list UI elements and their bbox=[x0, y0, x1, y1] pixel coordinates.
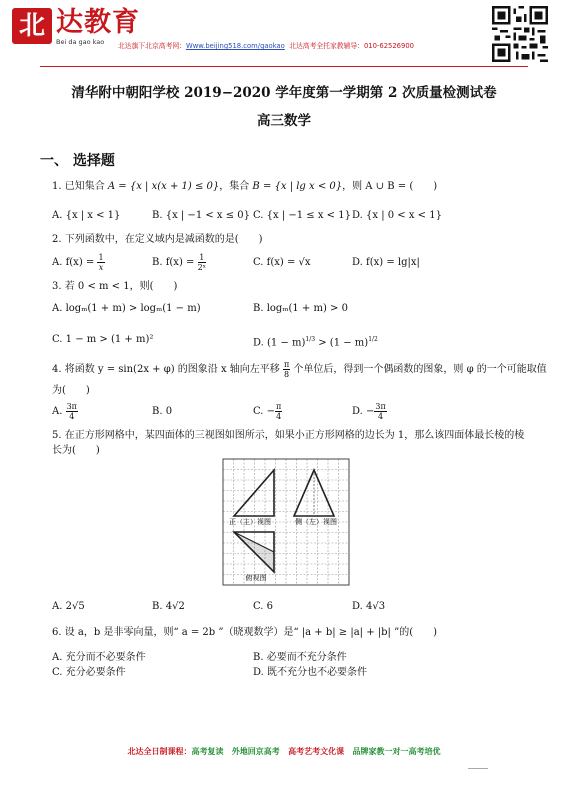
q3-option-a: A. logₘ(1 + m) > logₘ(1 − m) bbox=[52, 303, 201, 314]
q4-a-fraction bbox=[66, 402, 78, 421]
q2-a-num: 1 bbox=[98, 253, 104, 262]
q4-stem-part: 个单位后，得到一个偶函数的图象，则 φ 的一个可能取值 bbox=[290, 364, 547, 375]
q4-d-fraction bbox=[374, 402, 386, 421]
footer-item: 品牌家教一对一高考培优 bbox=[352, 747, 441, 756]
q4-option-b: B. 0 bbox=[152, 406, 173, 417]
q2-b-label: B. f(x) = bbox=[152, 257, 198, 268]
q3-d-base: D. (1 − m) bbox=[253, 337, 306, 349]
q4-d-label: D. − bbox=[352, 406, 375, 417]
q5-option-b: B. 4√2 bbox=[152, 601, 185, 612]
q4-d-num: 3π bbox=[375, 402, 386, 411]
page-mark bbox=[468, 768, 488, 769]
q4-stem-cont: 为( ) bbox=[52, 385, 90, 396]
q4-a-den: 4 bbox=[69, 412, 75, 421]
exam-title: 清华附中朝阳学校 2019−2020 学年度第一学期第 2 次质量检测试卷 bbox=[71, 85, 497, 101]
q4-shift-num: π bbox=[283, 360, 290, 369]
q3-d-base: > (1 − m) bbox=[315, 337, 369, 349]
q2-option-d: D. f(x) = lg|x| bbox=[352, 257, 420, 268]
section-heading: 一、 选择题 bbox=[40, 153, 115, 169]
q6-option-a: A. 充分而不必要条件 bbox=[52, 652, 146, 663]
header-contact-line bbox=[118, 40, 414, 50]
footer-item: 高考艺考文化课 bbox=[288, 747, 345, 756]
logo-mark bbox=[12, 8, 52, 44]
logo-text: 达教育 bbox=[56, 7, 140, 38]
top-view-shade bbox=[234, 532, 274, 572]
q2-option-c: C. f(x) = √x bbox=[253, 257, 311, 268]
q3-d-exponent: 1/3 bbox=[305, 336, 316, 343]
qr-code-icon bbox=[492, 6, 548, 62]
q2-b-fraction bbox=[198, 253, 206, 272]
q5-option-c: C. 6 bbox=[253, 601, 274, 612]
footer-item: 高考复读 bbox=[191, 747, 224, 756]
q5-stem: 5. 在正方形网格中，某四面体的三视图如图所示，如果小正方形网格的边长为 1，那么该四面体最长棱的棱 bbox=[52, 430, 525, 441]
q2-stem: 2. 下列函数中，在定义域内是减函数的是( ) bbox=[52, 234, 263, 245]
q1-set-a: A = {x | x(x + 1) ≤ 0} bbox=[107, 181, 220, 192]
q1-option-c: C. {x | −1 ≤ x < 1} bbox=[253, 210, 351, 221]
q1-set-b: B = {x | lg x < 0} bbox=[252, 181, 343, 192]
q1-stem bbox=[52, 180, 437, 194]
label-top-view: 俯视图 bbox=[245, 574, 267, 582]
label-side-view: 侧（左）视图 bbox=[295, 518, 337, 526]
q3-stem: 3. 若 0 < m < 1，则( ) bbox=[52, 281, 178, 292]
q4-c-label: C. − bbox=[253, 406, 276, 417]
q4-stem-part: 4. 将函数 y = sin(2x + φ) 的图象沿 x 轴向左平移 bbox=[52, 364, 283, 375]
front-view-shape bbox=[234, 470, 274, 516]
q2-a-label: A. f(x) = bbox=[52, 257, 98, 268]
q4-shift-den: 8 bbox=[284, 370, 290, 379]
q4-c-num: π bbox=[276, 402, 282, 411]
q4-c-fraction bbox=[275, 402, 282, 421]
q4-a-num: 3π bbox=[66, 402, 77, 411]
footer-item: 外地回京高考 bbox=[231, 747, 280, 756]
q4-d-den: 4 bbox=[378, 412, 384, 421]
q6-option-b: B. 必要而不充分条件 bbox=[253, 652, 347, 663]
q1-option-d: D. {x | 0 < x < 1} bbox=[352, 210, 442, 221]
footer-label: 北达全日制课程： bbox=[127, 747, 192, 756]
q1-option-a: A. {x | x < 1} bbox=[52, 210, 121, 221]
exam-subtitle: 高三数学 bbox=[257, 113, 311, 129]
header-divider bbox=[40, 66, 528, 67]
q6-stem: 6. 设 a，b 是非零向量，则“ a = 2b ”（晓观数学）是“ |a + b| ≥ |a| + |b| ”的( ) bbox=[52, 627, 438, 638]
footer-banner bbox=[0, 746, 568, 757]
q2-b-den: 2ˣ bbox=[197, 263, 207, 272]
q5-option-d: D. 4√3 bbox=[352, 601, 386, 612]
q5-option-a: A. 2√5 bbox=[52, 601, 85, 612]
header-site-label: 北达旗下北京高考网： bbox=[118, 42, 186, 50]
q3-option-d bbox=[253, 333, 378, 350]
q3-option-b: B. logₘ(1 + m) > 0 bbox=[253, 303, 348, 314]
logo-mark-text: 北 bbox=[18, 11, 45, 41]
q2-option-a bbox=[52, 253, 105, 272]
q1-stem-part: ，则 A ∪ B = ( ) bbox=[342, 181, 438, 192]
q6-option-d: D. 既不充分也不必要条件 bbox=[253, 667, 368, 678]
logo-pinyin: Bei da gao kao bbox=[56, 38, 105, 46]
q2-b-num: 1 bbox=[199, 253, 205, 262]
header-url-link[interactable]: Www.beijing518.com/gaokao bbox=[185, 42, 285, 50]
q2-a-fraction bbox=[97, 253, 104, 272]
q3-option-c: C. 1 − m > (1 + m)² bbox=[52, 334, 154, 345]
q2-a-den: x bbox=[98, 263, 104, 272]
q4-option-d bbox=[352, 402, 387, 421]
q3-d-exponent: 1/2 bbox=[368, 336, 378, 343]
q2-option-b bbox=[152, 253, 206, 272]
header-phone: 北达高考全托家教辅导：010-62526900 bbox=[289, 42, 414, 50]
label-front-view: 正（主）视图 bbox=[229, 518, 271, 526]
q5-stem-cont: 长为( ) bbox=[52, 445, 100, 456]
q1-stem-part: ，集合 bbox=[219, 181, 253, 192]
q4-option-a bbox=[52, 402, 78, 421]
three-view-figure bbox=[222, 458, 350, 586]
q1-stem-part: 1. 已知集合 bbox=[52, 181, 108, 192]
q6-option-c: C. 充分必要条件 bbox=[52, 667, 126, 678]
q4-a-label: A. bbox=[52, 406, 66, 417]
q1-option-b: B. {x | −1 < x ≤ 0} bbox=[152, 210, 251, 221]
q4-c-den: 4 bbox=[276, 412, 282, 421]
q4-option-c bbox=[253, 402, 282, 421]
q4-stem bbox=[52, 360, 547, 379]
